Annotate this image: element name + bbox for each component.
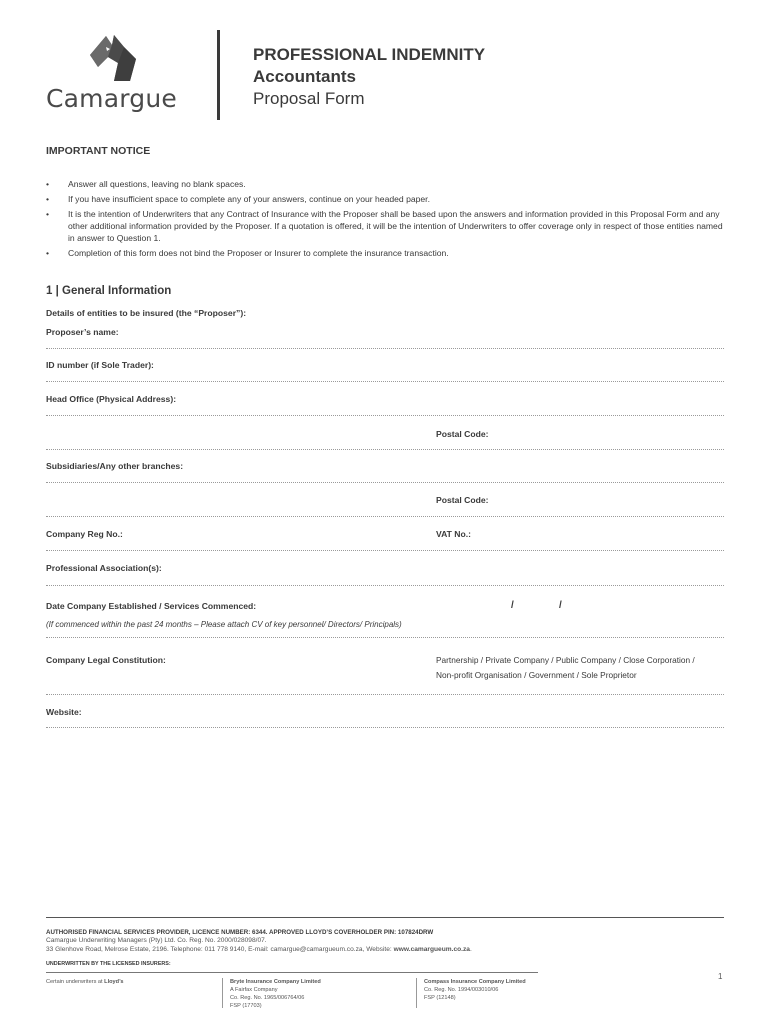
date-established-label: Date Company Established / Services Commenced: [46,601,257,611]
address-end: . [469,946,472,953]
insurer-compass-line2: FSP (12148) [424,995,456,1001]
company-reg-field[interactable] [46,550,724,551]
subsidiaries-label: Subsidiaries/Any other branches: [46,461,184,471]
page-header [0,0,770,130]
proposer-name-field[interactable] [46,348,724,349]
insurer-bryte-line2: Co. Reg. No. 1965/006764/06 [230,995,305,1001]
head-office-label: Head Office (Physical Address): [46,394,177,404]
bullet-icon: • [46,179,50,189]
entities-intro: Details of entities to be insured (the “Proposer”): [46,308,247,318]
doc-subtitle: Accountants [253,67,356,86]
date-separator: / [559,600,562,611]
insurer-bryte-name: Bryte Insurance Company Limited [230,979,321,985]
professional-association-field[interactable] [46,585,724,586]
notice-item-text: It is the intention of Underwriters that any Contract of Insurance with the Proposer shall be based upon the answers and information provided in this Proposal Form and any other additional information provided by the Proposer. If a quotation is offered, it will be the intention of Underwriters to offer coverage only in respect of those entities named in answer to Question 1. [68,209,723,243]
insurer-lloyds-prefix: Certain underwriters at [46,979,103,985]
date-established-field[interactable] [46,637,724,638]
bullet-icon: • [46,248,50,258]
professional-association-label: Professional Association(s): [46,563,162,573]
insurer-compass-name: Compass Insurance Company Limited [424,979,526,985]
footer-divider [46,917,724,918]
title-block [253,44,485,110]
insurer-separator [416,978,417,1008]
notice-item-text: Completion of this form does not bind the Proposer or Insurer to complete the insurance transaction. [68,248,449,258]
underwritten-title: UNDERWRITTEN BY THE LICENSED INSURERS: [46,961,171,967]
insurers-divider [46,972,538,973]
id-number-field[interactable] [46,381,724,382]
subsidiaries-field[interactable] [46,482,724,483]
page-number: 1 [718,972,723,981]
horse-head-icon [84,33,142,83]
constitution-options-line1: Partnership / Private Company / Public Company / Close Corporation / [436,655,695,665]
insurer-compass-line1: Co. Reg. No. 1994/003010/06 [424,987,499,993]
website-field[interactable] [46,727,724,728]
company-line: Camargue Underwriting Managers (Pty) Ltd. Co. Reg. No. 2000/028098/07. [46,937,267,944]
commenced-note: (If commenced within the past 24 months – Please attach CV of key personnel/ Directors/ Principals) [46,620,402,629]
notice-item-text: If you have insufficient space to complete any of your answers, continue on your headed paper. [68,194,430,204]
head-office-postal-field[interactable] [46,449,724,450]
insurer-bryte-line1: A Fairfax Company [230,987,278,993]
address-line [46,946,472,953]
licence-line: AUTHORISED FINANCIAL SERVICES PROVIDER, LICENCE NUMBER: 6344. APPROVED LLOYD’S COVERHOLDER PIN: 107824DRW [46,929,434,936]
head-office-field[interactable] [46,415,724,416]
subsidiaries-postal-field[interactable] [46,516,724,517]
vat-no-label: VAT No.: [436,529,472,539]
notice-item [46,247,726,259]
notice-item [46,193,726,205]
doc-title: PROFESSIONAL INDEMNITY [253,45,486,64]
notice-list [46,178,726,262]
proposer-name-label: Proposer’s name: [46,327,119,337]
postal-code-label: Postal Code: [436,495,489,505]
insurer-separator [222,978,223,1008]
bullet-icon: • [46,194,50,204]
company-reg-label: Company Reg No.: [46,529,123,539]
notice-item [46,178,726,190]
notice-item-text: Answer all questions, leaving no blank spaces. [68,179,246,189]
legal-constitution-field[interactable] [46,694,724,695]
insurer-lloyds [46,978,124,986]
insurer-lloyds-name: Lloyd’s [104,979,124,985]
address-text: 33 Glenhove Road, Melrose Estate, 2196. Telephone: 011 778 9140, E-mail: camargue@camargueum.co.za, Website: [46,946,392,953]
header-divider [217,30,220,120]
legal-constitution-label: Company Legal Constitution: [46,655,166,665]
insurer-compass [424,978,526,1002]
postal-code-label: Postal Code: [436,429,489,439]
footer-website-link[interactable]: www.camargueum.co.za [393,946,470,953]
id-number-label: ID number (if Sole Trader): [46,360,154,370]
notice-heading: IMPORTANT NOTICE [46,145,151,157]
date-separator: / [511,600,514,611]
website-label: Website: [46,707,82,717]
bullet-icon: • [46,209,50,219]
doc-form-name: Proposal Form [253,89,365,108]
logo-wordmark: Camargue [46,84,177,113]
camargue-logo [44,30,189,115]
section-title: 1 | General Information [46,285,172,297]
constitution-options-line2: Non-profit Organisation / Government / Sole Proprietor [436,670,637,680]
insurer-bryte-line3: FSP (17703) [230,1003,262,1009]
insurer-bryte [230,978,321,1010]
notice-item [46,208,726,244]
